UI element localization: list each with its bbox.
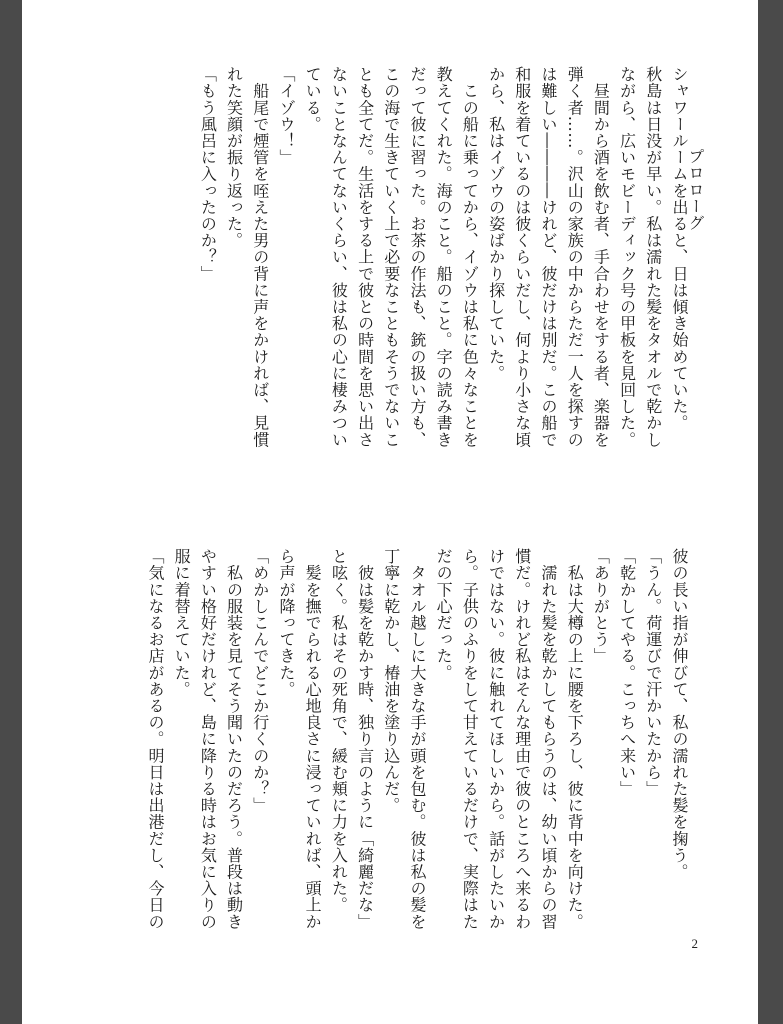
text-line: 丁寧に乾かし、椿油を塗り込んだ。 <box>381 548 401 814</box>
text-line: 「イゾウ！」 <box>276 66 296 166</box>
text-line: ら。子供のふりをして甘えているだけで、実際はた <box>460 548 480 930</box>
text-line: 彼は髪を乾かす時、独り言のように「綺麗だな」 <box>355 548 375 930</box>
text-line: ないことなんてないくらい、彼は私の心に棲みつい <box>329 66 349 448</box>
text-line: 私の服装を見てそう聞いたのだろう。普段は動き <box>224 548 244 930</box>
upper-text-block <box>194 66 692 476</box>
text-line: 和服を着ているのは彼くらいだし、何より小さな頃 <box>512 66 532 448</box>
page-number: 2 <box>691 936 698 951</box>
book-page <box>22 0 758 1024</box>
text-line: 「気になるお店があるの。明日は出港だし、今日の <box>145 548 165 930</box>
text-line: とも全てだ。生活をする上で彼との時間を思い出さ <box>355 66 375 448</box>
text-line: タオル越しに大きな手が頭を包む。彼は私の髪を <box>407 548 427 930</box>
text-line: 私は大樽の上に腰を下ろし、彼に背中を向けた。 <box>565 548 585 930</box>
text-line: と呟く。私はその死角で、緩む頬に力を入れた。 <box>329 548 349 914</box>
text-line: やすい格好だけれど、島に降りる時はお気に入りの <box>198 548 218 930</box>
text-line: この海で生きていく上で必要なこともそうでないこ <box>381 66 401 448</box>
text-line: 昼間から酒を飲む者、手合わせをする者、楽器を <box>591 66 611 448</box>
text-line: 教えてくれた。海のこと。船のこと。字の読み書き <box>434 66 454 448</box>
text-line: シャワールームを出ると、日は傾き始めていた。 <box>670 66 689 432</box>
lower-text-block <box>142 548 692 928</box>
text-line: 「もう風呂に入ったのか？」 <box>198 66 218 282</box>
chapter-title: プロローグ <box>686 148 705 231</box>
text-line: この船に乗ってから、イゾウは私に色々なことを <box>460 66 480 448</box>
text-line: 濡れた髪を乾かしてもらうのは、幼い頃からの習 <box>538 548 558 930</box>
text-line: ら声が降ってきた。 <box>276 548 296 698</box>
text-line: 慣だ。けれど私はそんな理由で彼のところへ来るわ <box>512 548 532 930</box>
text-line: 「めかしこんでどこか行くのか？」 <box>250 548 270 814</box>
text-line: ている。 <box>303 66 323 133</box>
text-line: 秋島は日没が早い。私は濡れた髪をタオルで乾かし <box>643 66 663 448</box>
text-line: 「うん。荷運びで汗かいたから」 <box>643 548 663 797</box>
text-line: 彼の長い指が伸びて、私の濡れた髪を掬う。 <box>670 548 689 880</box>
text-line: れた笑顔が振り返った。 <box>224 66 244 249</box>
text-line: だの下心だった。 <box>434 548 454 681</box>
text-line: けではない。彼に触れてほしいから。話がしたいか <box>486 548 506 930</box>
text-line: から、私はイゾウの姿ばかり探していた。 <box>486 66 506 382</box>
text-line: 髪を撫でられる心地良さに浸っていれば、頭上か <box>303 548 323 930</box>
text-line: 「ありがとう」 <box>591 548 611 665</box>
text-line: 弾く者……。沢山の家族の中からただ一人を探すの <box>565 66 585 448</box>
text-line: 服に着替えていた。 <box>172 548 192 698</box>
text-line: ながら、広いモビーディック号の甲板を見回した。 <box>617 66 637 448</box>
text-line: は難しい――――けれど、彼だけは別だ。この船で <box>538 66 558 448</box>
text-line: 船尾で煙管を咥えた男の背に声をかければ、見慣 <box>250 66 270 448</box>
text-line: だって彼に習った。お茶の作法も、銃の扱い方も、 <box>407 66 427 448</box>
text-line: 「乾かしてやる。こっちへ来い」 <box>617 548 637 797</box>
